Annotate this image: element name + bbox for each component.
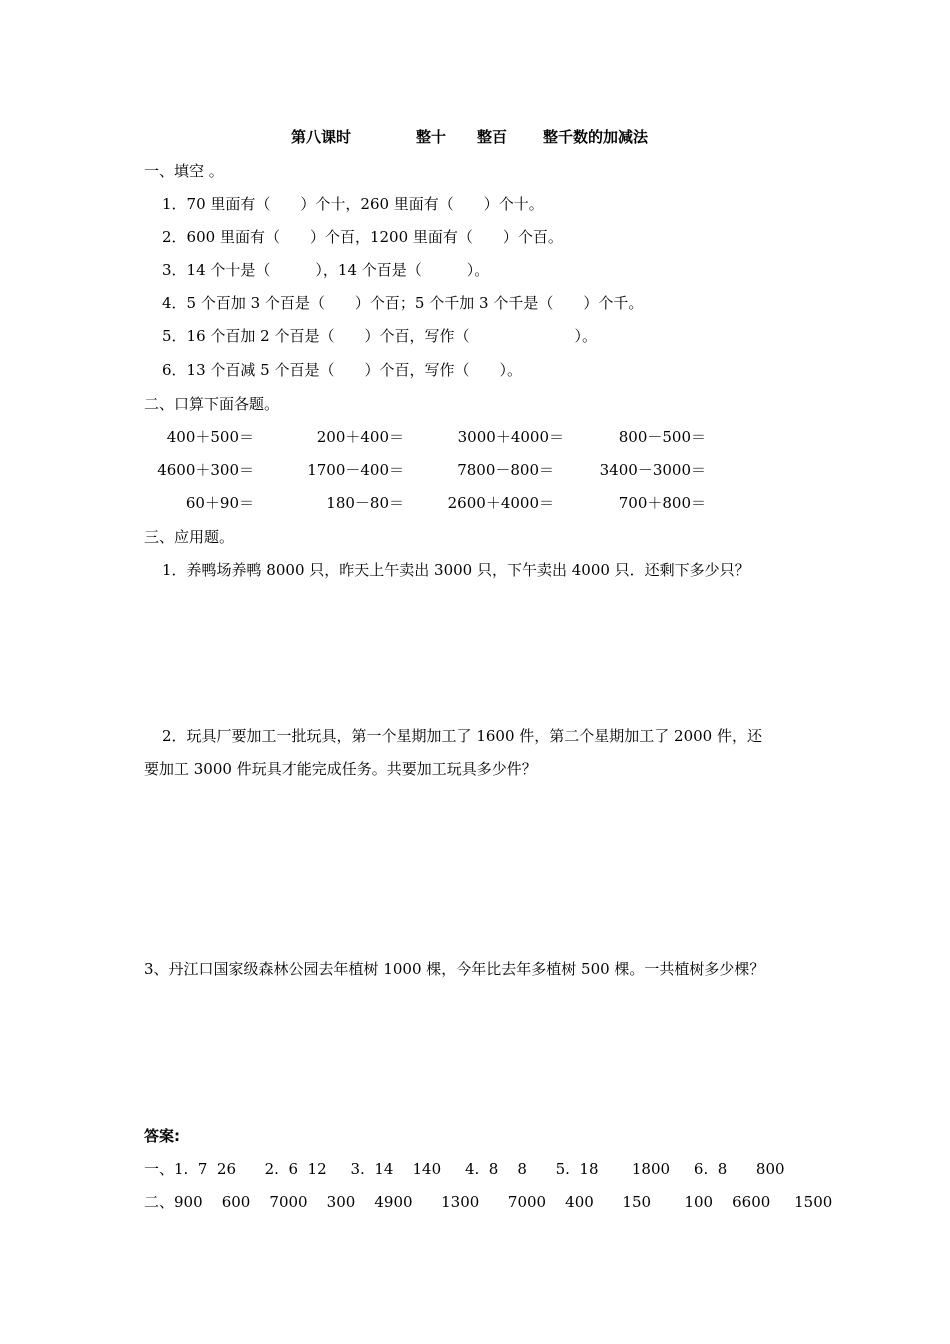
title-part3: 整千数的加减法 [543,128,649,146]
calc-r1-c3: 3000＋4000＝ [457,428,564,446]
answers-line-2: 二、900 600 7000 300 4900 1300 7000 400 150 100 6600 1500 [144,1193,833,1211]
title-part2: 整百 [477,128,508,146]
answers-heading: 答案: [144,1127,180,1145]
calc-r2-c1: 4600＋300＝ [157,461,254,479]
calc-r2-c3: 7800－800＝ [457,461,554,479]
section2-heading: 二、口算下面各题。 [144,395,280,413]
calc-r3-c2: 180－80＝ [326,494,404,512]
word-problem-3: 3、丹江口国家级森林公园去年植树 1000 棵，今年比去年多植树 500 棵。一共植树多少棵？ [144,960,765,978]
section3-heading: 三、应用题。 [144,528,235,546]
fill-item-6: 6．13 个百减 5 个百是（ ）个百，写作（ ）。 [162,361,522,379]
fill-item-1: 1．70 里面有（ ）个十，260 里面有（ ）个十。 [162,195,544,213]
calc-r1-c2: 200＋400＝ [316,428,404,446]
answers-line-1: 一、1. 7 26 2. 6 12 3. 14 140 4. 8 8 5. 18 1800 6. 8 800 [144,1160,785,1178]
calc-r3-c1: 60＋90＝ [185,494,254,512]
calc-r3-c4: 700＋800＝ [618,494,706,512]
calc-r2-c4: 3400－3000＝ [599,461,706,479]
fill-item-2: 2．600 里面有（ ）个百，1200 里面有（ ）个百。 [162,228,563,246]
fill-item-5: 5．16 个百加 2 个百是（ ）个百，写作（ ）。 [162,327,597,345]
word-problem-2-line2: 要加工 3000 件玩具才能完成任务。共要加工玩具多少件？ [144,760,537,778]
calc-r2-c2: 1700－400＝ [307,461,404,479]
calc-r1-c4: 800－500＝ [618,428,706,446]
word-problem-2-line1: 2．玩具厂要加工一批玩具，第一个星期加工了 1600 件，第二个星期加工了 2000 件，还 [162,727,762,745]
section1-heading: 一、填空 。 [144,162,224,180]
title-lesson: 第八课时 [291,128,352,146]
calc-r1-c1: 400＋500＝ [166,428,254,446]
calc-r3-c3: 2600＋4000＝ [447,494,554,512]
word-problem-1: 1．养鸭场养鸭 8000 只，昨天上午卖出 3000 只，下午卖出 4000 只．还剩下多少只？ [162,561,750,579]
title-part1: 整十 [416,128,447,146]
fill-item-3: 3．14 个十是（ ），14 个百是（ ）。 [162,261,490,279]
fill-item-4: 4．5 个百加 3 个百是（ ）个百；5 个千加 3 个千是（ ）个千。 [162,294,644,312]
